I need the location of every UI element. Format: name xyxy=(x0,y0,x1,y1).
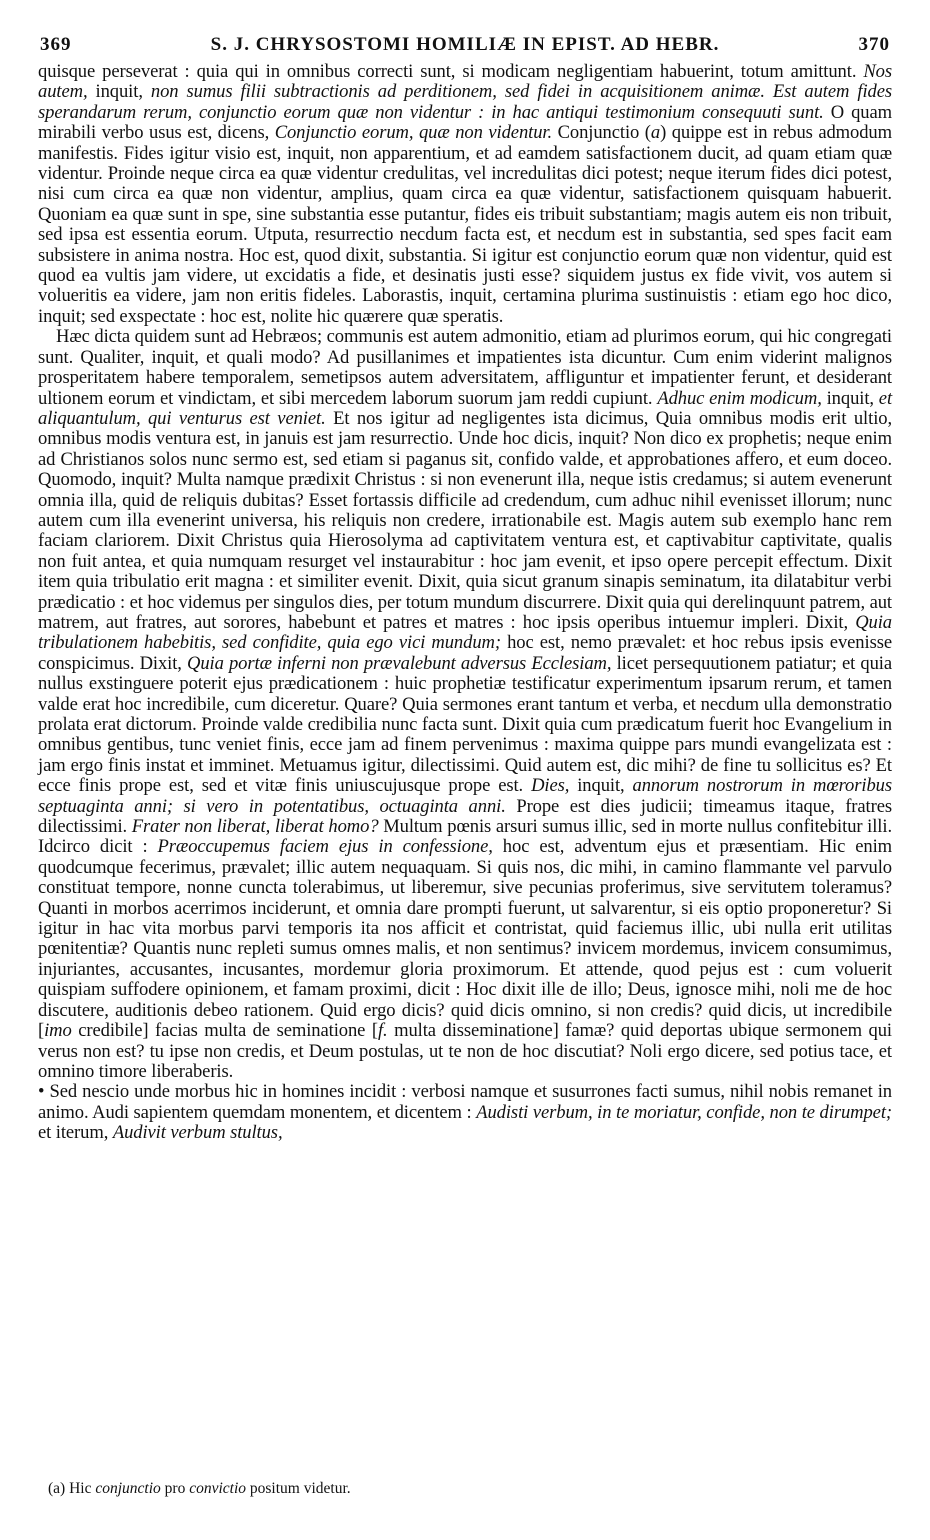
text-run: inquit, xyxy=(87,81,151,103)
text-run: et iterum, xyxy=(38,1122,113,1144)
paragraph xyxy=(38,1082,892,1143)
italic-run: Præoccupemus faciem ejus in confessione, xyxy=(157,836,493,858)
italic-run: Nos autem, xyxy=(38,61,892,103)
footnote-italic-run: conjunctio xyxy=(91,1480,165,1497)
italic-run: Conjunctio eorum, quæ non videntur. xyxy=(274,122,553,144)
italic-run: annorum nostrorum in mœroribus septuaginta anni; si vero in potentatibus, octuaginta anni. xyxy=(38,775,892,817)
text-run: • Sed nescio unde morbus hic in homines incidit : verbosi namque et susurrones facti sumus, nihil nobis remanet in animo. Audi sapientem quemdam monentem, et dicentem : xyxy=(38,1081,892,1123)
footnote-italic-run: convictio xyxy=(185,1480,250,1497)
text-run: Hæc dicta quidem sunt ad Hebræos; communis est autem admonitio, etiam ad plurimos eorum, qui hic congregati sunt. Qualiter, inquit, et quali modo? Ad pusillanimes et impatientes ista dicuntur. Cum enim viderint malignos prosperitatem habere temporalem, semetipsos autem adversitatem, affliguntur et impatienter ferunt, et desiderant ultionem eorum et vindictam, et sibi mercedem laborum suorum jam reddi cupiunt. xyxy=(38,326,892,409)
footnote-text-run: (a) xyxy=(48,1480,70,1497)
text-run: ) quippe est in rebus admodum manifestis. Fides igitur visio est, inquit, non apparentium, et ad eamdem satisfactionem ducit, ad quam etiam quæ videntur. Proinde neque circa ea quæ videntur credulitas, vel incredulitas dici potest; neque iterum fides dici potest, nisi cum circa ea quæ non videntur, amplius, quam circa ea quæ videntur, satisfactionem quisquam habuerit. Quoniam ea quæ sunt in spe, sine substantia esse putantur, fides eis tribuit substantiam; magis autem eis non tribuit, sed ipsa est essentia eorum. Utputa, resurrectio necdum facta est, et necdum est in substantia, sed spes facit eam subsistere in anima nostra. Hoc est, quod dixit, substantia. Si igitur est conjunctio eorum quæ non videntur, quid est quod ea vultis jam videre, ut excidatis a fide, et desinatis justi esse? siquidem justus ex fide vivit, vos autem si volueritis ea videre, jam non eritis fideles. Laborastis, inquit, certamina plurima sustinuistis : etiam ego hoc dico, inquit; sed exspectate : hoc est, nolite hic quærere quæ speratis. xyxy=(38,122,892,327)
text-run: inquit, xyxy=(821,387,879,409)
italic-run: a xyxy=(650,122,661,144)
footnote-text-run: pro xyxy=(164,1480,186,1497)
text-run: licet persequutionem patiatur; et quia nullus exstinguere poterit ejus prædicationem : huic prophetiæ testificatur experimentum ipsarum rerum, et tamen valde erat hoc incredibile, cum diceretur. Quare? Quia sermones erant tantum et verba, et necdum ulla demonstratio prolata erat dictorum. Proinde valde credibilia nunc facta sunt. Dixit quia cum prædicatum fuerit hoc Evangelium in omnibus gentibus, tunc veniet finis, ecce jam ad finem pervenimus : maxima quippe pars mundi evangelizata est : jam ergo finis instat et imminet. Metuamus igitur, dilectissimi. Quid autem est, dic mihi? de fine tu sollicitus es? Et ecce finis prope est, sed et vitæ finis uniuscujusque prope est. xyxy=(38,652,892,797)
text-run: hoc est, nemo prævalet: et hoc rebus ipsis evenisse conspicimus. Dixit, xyxy=(38,632,892,674)
text-run: credibile] facias multa de seminatione [ xyxy=(71,1020,378,1042)
italic-run: non sumus filii subtractionis ad perditionem, sed fidei in acquisitionem animæ. Est autem fides sperandarum rerum, conjunctio eorum quæ non videntur : in hac antiqui testimonium consequuti sunt. xyxy=(38,81,892,123)
footnote-text-run: Hic xyxy=(69,1480,92,1497)
text-run: Conjunctio ( xyxy=(552,122,651,144)
paragraph xyxy=(38,62,892,327)
text-run: hoc est, adventum ejus et præsentiam. Hic enim quodcumque fecerimus, prævalet; illic autem nequaquam. Si quis nos, dic mihi, in camino flammante vel parvulo constituat tempore, nonne cuncta tolerabimus, ut liberemur, sive pecunias proferimus, sive servitutem toleramus? Quanti in morbos acerrimos inciderunt, et omnia dare prompti fuerunt, ut salvarentur, si eis optio proponeretur? Si igitur in hac vita morbus parvi temporis ita nos afficit et contristat, quid faciemus illic, ubi nulla erit utilitas pœnitentiæ? Quantis nunc repleti sumus omnes malis, et non sentimus? invicem mordemus, invicem consumimus, injuriantes, accusantes, incusantes, mordemur gloria proximorum. Et attende, quod pejus est : cum voluerit quispiam suffodere opinionem, et famam proximi, dicit : Hoc dixit ille de illo; Deus, ignosce mihi, noli me de hoc discutere, auditionis debeo rationem. Quid ergo dicis? quid dicis omnino, si non credis? quid dicis, ut incredibile [ xyxy=(38,836,893,1042)
italic-run: imo xyxy=(44,1020,72,1042)
main-text xyxy=(38,62,892,1144)
footnote-text-run: positum videtur. xyxy=(249,1480,351,1497)
text-run: inquit, xyxy=(569,775,633,797)
italic-run: et aliquantulum, qui venturus est veniet. xyxy=(38,387,893,429)
footnote xyxy=(48,1480,888,1498)
italic-run: Frater non liberat, liberat homo? xyxy=(131,816,379,838)
text-run: Prope est dies judicii; timeamus itaque, fratres dilectissimi. xyxy=(38,795,892,838)
text-run: quisque perseverat : quia qui in omnibus correcti sunt, si modicam negligentiam habuerint, totum amittunt. xyxy=(38,61,864,82)
paragraph xyxy=(38,327,892,1082)
italic-run: Dies, xyxy=(531,775,570,797)
italic-run: Quia tribulationem habebitis, sed confidite, quia ego vici mundum; xyxy=(38,611,892,654)
text-run: Multum pœnis arsuri sumus illic, sed in morte nullus confitebitur illi. Idcirco dicit : xyxy=(38,816,892,858)
running-title: S. J. CHRYSOSTOMI HOMILIÆ IN EPIST. AD HEBR. xyxy=(210,34,720,55)
text-run: Et nos igitur ad negligentes ista dicimus, Quia omnibus modis erit ultio, omnibus modis ventura est, in januis est jam resurrectio. Unde hoc dicis, inquit? Non dico ex prophetis; neque enim ad Christianos solos nunc sermo est, sed etiam si paganus sit, confido valde, et approbationes affero, et eum doceo. Quomodo, inquit? Multa namque prædixit Christus : si non evenerunt illa, neque istis credamus; si autem evenerunt omnia illa, quid de reliquis dubitas? Esset fortassis difficile ad credendum, cum adhuc nihil evenisset illorum; nunc autem cum illa evenerint universa, his reliquis non credere, irrationabile est. Magis autem sub exemplo hanc rem faciam clariorem. Dixit Christus quia Hierosolyma ad captivitatem ventura est, et captivabitur captivitate, qualis non fuit antea, et quia numquam resurget vel instaurabitur : hoc jam evenit, et ipso opere percepit effectum. Dixit item quia tribulatio erit magna : et similiter evenit. Dixit, quia sicut granum sinapis seminatum, ita dilatabitur verbi prædicatio : et hoc videmus per singulos dies, per totum mundum discurrere. Dixit quia qui derelinquunt patrem, aut matrem, aut fratres, aut sorores, habebunt et patres et matres : hoc ipsis operibus intuemur impleri. Dixit, xyxy=(38,407,892,633)
italic-run: Adhuc enim modicum, xyxy=(657,387,822,409)
page-number-right: 370 xyxy=(858,34,890,55)
running-header xyxy=(40,34,890,60)
italic-run: Audivit verbum stultus, xyxy=(112,1122,283,1144)
italic-run: Audisti verbum, in te moriatur, confide, non te dirumpet; xyxy=(476,1101,892,1123)
text-run: O quam mirabili verbo usus est, dicens, xyxy=(38,101,892,144)
italic-run: Quia portæ inferni non prævalebunt adversus Ecclesiam, xyxy=(187,652,612,674)
text-run: multa disseminatione] famæ? quid deportas ubique sermonem qui verus non est? tu ipse non credis, et Deum postulas, ut te non de hoc discutiat? Noli ergo dicere, sed potius tace, et omnino timore liberaberis. xyxy=(38,1020,893,1082)
page-number-left: 369 xyxy=(40,34,72,55)
italic-run: f. xyxy=(377,1020,388,1042)
